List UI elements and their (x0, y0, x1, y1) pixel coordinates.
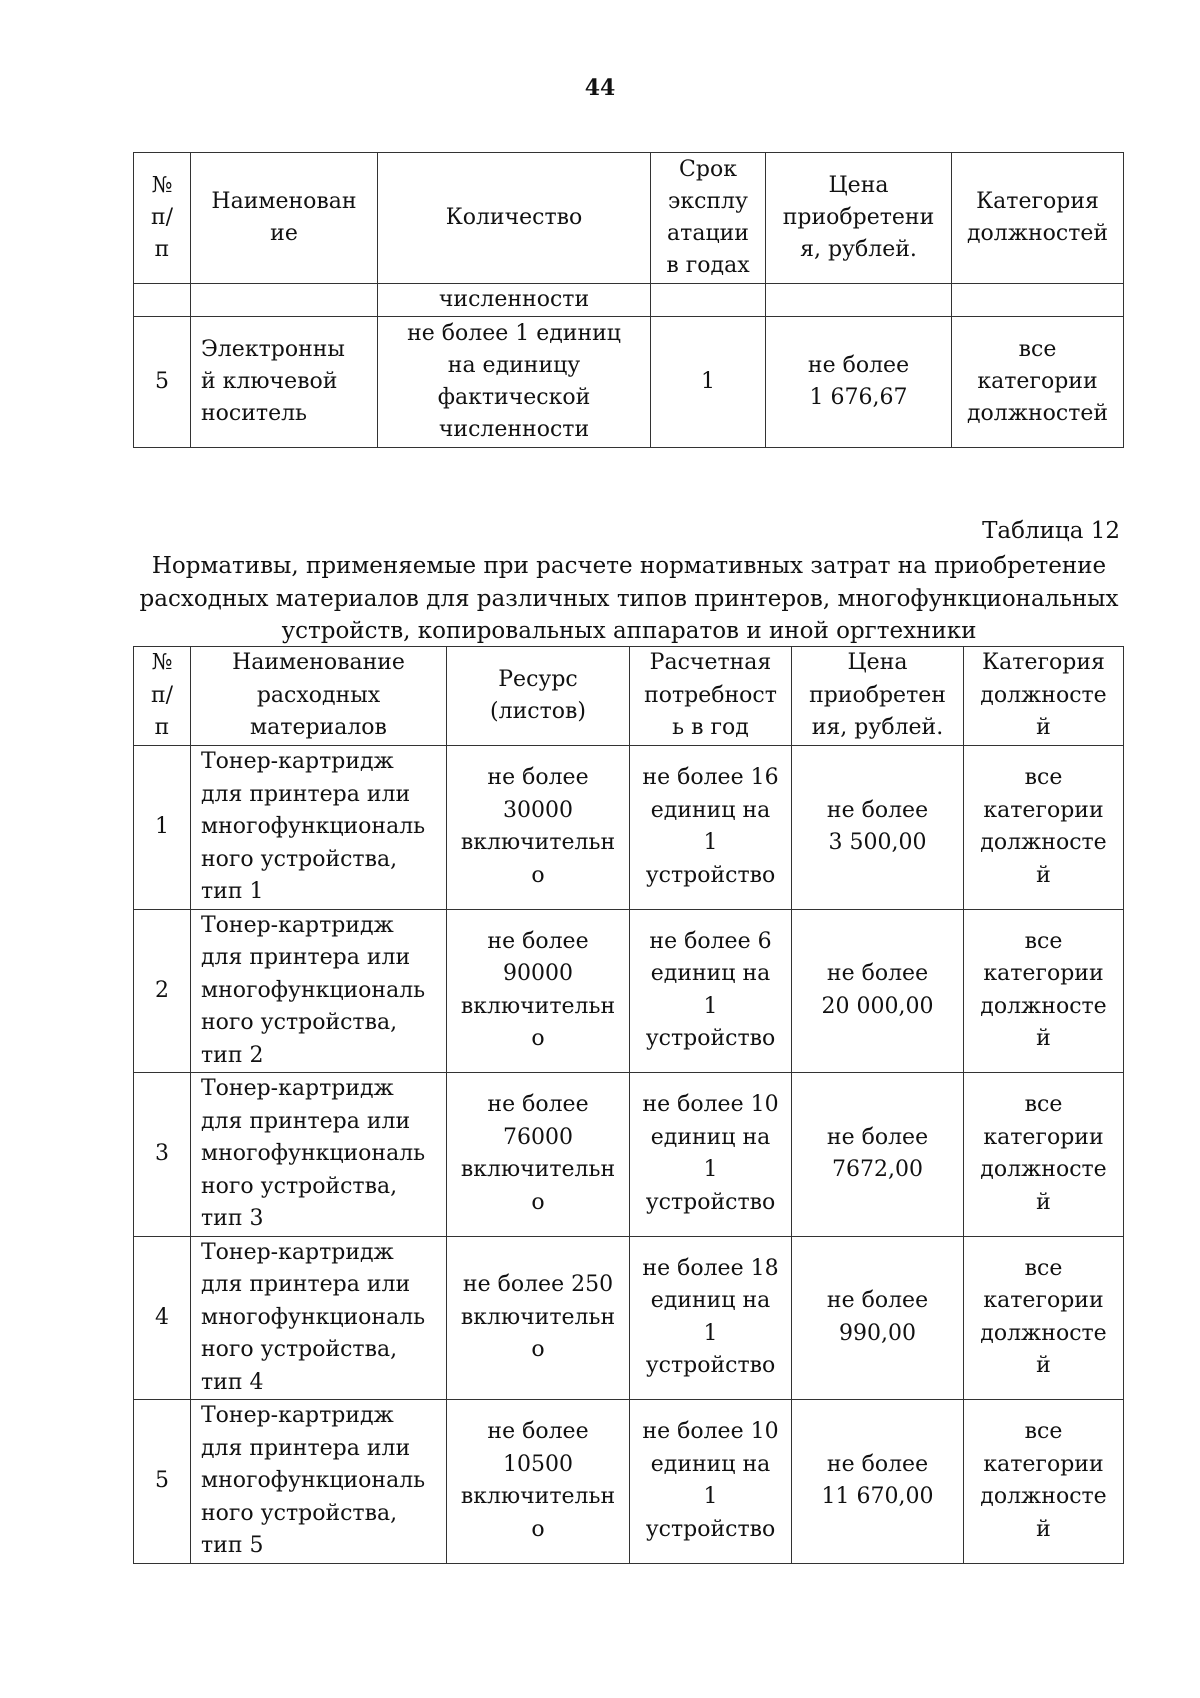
header-cell-number: № п/ п (134, 647, 191, 746)
row-name: Тонер-картридж для принтера или многофункциональ ного устройства, тип 2 (191, 909, 447, 1073)
table-row (134, 1236, 1124, 1400)
table-cell (191, 284, 378, 317)
table-row (134, 746, 1124, 910)
row-need: не более 16 единиц на 1 устройство (630, 746, 792, 910)
row-name: Тонер-картридж для принтера или многофункциональ ного устройства, тип 1 (191, 746, 447, 910)
row-price: не более 990,00 (792, 1236, 964, 1400)
row-resource: не более 90000 включительн о (447, 909, 630, 1073)
row-number: 1 (134, 746, 191, 910)
table-row (134, 909, 1124, 1073)
row-number: 3 (134, 1073, 191, 1237)
table-label: Таблица 12 (982, 518, 1120, 544)
row-resource: не более 10500 включительн о (447, 1400, 630, 1564)
table-caption: Нормативы, применяемые при расчете нормативных затрат на приобретение расходных материалов для различных типов принтеров, многофункциональных устройств, копировальных аппаратов и иной оргтехники (139, 553, 1119, 644)
row-price: не более 3 500,00 (792, 746, 964, 910)
header-cell-price: Цена приобретени я, рублей. (766, 153, 952, 284)
row-term: 1 (651, 317, 766, 448)
row-resource: не более 250 включительн о (447, 1236, 630, 1400)
row-category: все категории должностей (952, 317, 1124, 448)
row-name: Тонер-картридж для принтера или многофункциональ ного устройства, тип 5 (191, 1400, 447, 1564)
row-resource: не более 30000 включительн о (447, 746, 630, 910)
row-number: 4 (134, 1236, 191, 1400)
header-cell-name: Наименование расходных материалов (191, 647, 447, 746)
header-cell-term: Срок эксплу атации в годах (651, 153, 766, 284)
consumables-table (133, 646, 1124, 1564)
row-category: все категории должносте й (964, 746, 1124, 910)
row-price: не более 11 670,00 (792, 1400, 964, 1564)
table-cell: численности (378, 284, 651, 317)
equipment-table-continuation (133, 152, 1124, 448)
row-need: не более 6 единиц на 1 устройство (630, 909, 792, 1073)
header-cell-category: Категория должностей (952, 153, 1124, 284)
header-cell-need: Расчетная потребност ь в год (630, 647, 792, 746)
row-need: не более 10 единиц на 1 устройство (630, 1400, 792, 1564)
table-cell (134, 284, 191, 317)
header-cell-name: Наименован ие (191, 153, 378, 284)
table-row (134, 317, 1124, 448)
header-cell-number: № п/ п (134, 153, 191, 284)
header-cell-price: Цена приобретен ия, рублей. (792, 647, 964, 746)
table-cell (651, 284, 766, 317)
header-cell-quantity: Количество (378, 153, 651, 284)
row-name: Тонер-картридж для принтера или многофункциональ ного устройства, тип 3 (191, 1073, 447, 1237)
row-price: не более 7672,00 (792, 1073, 964, 1237)
row-quantity: не более 1 единиц на единицу фактической численности (378, 317, 651, 448)
row-price: не более 1 676,67 (766, 317, 952, 448)
row-name: Тонер-картридж для принтера или многофункциональ ного устройства, тип 4 (191, 1236, 447, 1400)
row-category: все категории должносте й (964, 909, 1124, 1073)
row-category: все категории должносте й (964, 1236, 1124, 1400)
table-header-row (134, 647, 1124, 746)
table-row (134, 1073, 1124, 1237)
header-cell-category: Категория должносте й (964, 647, 1124, 746)
row-category: все категории должносте й (964, 1073, 1124, 1237)
row-number: 5 (134, 317, 191, 448)
row-resource: не более 76000 включительн о (447, 1073, 630, 1237)
row-name: Электронны й ключевой носитель (191, 317, 378, 448)
table-cell (952, 284, 1124, 317)
row-price: не более 20 000,00 (792, 909, 964, 1073)
row-need: не более 18 единиц на 1 устройство (630, 1236, 792, 1400)
table-row (134, 1400, 1124, 1564)
row-category: все категории должносте й (964, 1400, 1124, 1564)
header-cell-resource: Ресурс (листов) (447, 647, 630, 746)
table-cell (766, 284, 952, 317)
row-number: 5 (134, 1400, 191, 1564)
row-need: не более 10 единиц на 1 устройство (630, 1073, 792, 1237)
page-number: 44 (584, 75, 616, 101)
row-number: 2 (134, 909, 191, 1073)
table-header-row (134, 153, 1124, 284)
continuation-row (134, 284, 1124, 317)
